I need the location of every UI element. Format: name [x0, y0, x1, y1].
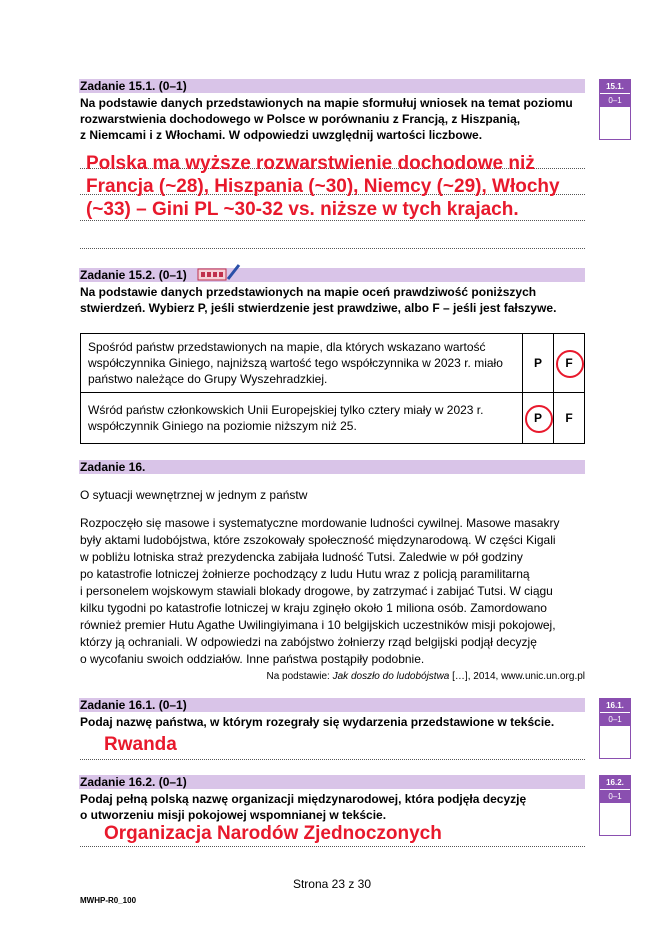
table-row: [81, 334, 585, 393]
task-16-1-answer[interactable]: Rwanda: [104, 734, 177, 755]
task-16-1-header: Zadanie 16.1. (0–1): [80, 698, 187, 712]
score-box-label: 15.1.: [600, 80, 630, 93]
selected-circle: [525, 405, 553, 433]
task-15-2-question: Na podstawie danych przedstawionych na mapie oceń prawdziwość poniższych stwierdzeń. Wybierz P, jeśli stwierdzenie jest prawdziwe, albo F – jeśli jest fałszywe.: [80, 285, 557, 315]
score-box-points: 0–1: [600, 93, 630, 107]
source-text: Rozpoczęło się masowe i systematyczne mordowanie ludności cywilnej. Masowe masakry były aktami ludobójstwa, które zszokowały społeczność międzynarodową. W części Kigali w pobliżu lotniska straż prezydencka zabijała ludność Tutsi. Zaledwie w pół godziny po katastrofie lotniczej żołnierze pochodzący z ludu Hutu wraz z policją paramilitarną i personelem wojskowym stawiali blokady drogowe, by zatrzymać i zabijać Tutsi. W ciągu kilku tygodni po katastrofie lotniczej w kraju zginęło około 1 miliona osób. Zamordowano również premier Hutu Agathe Uwilingiyimana i 10 belgijskich uczestników misji pokojowej, którzy ją ochraniali. W odpowiedzi na zabójstwo żołnierzy rząd belgijski podjął decyzję o wycofaniu swoich oddziałów. Inne państwa postąpiły podobnie.: [80, 516, 560, 666]
computer-icon: [197, 263, 241, 283]
score-box-16-1: [599, 698, 631, 759]
exam-code: MWHP-R0_100: [80, 896, 137, 905]
option-f-row-2[interactable]: F: [554, 393, 585, 444]
score-box-field[interactable]: [600, 726, 630, 758]
task-16-2-header: Zadanie 16.2. (0–1): [80, 775, 187, 789]
task-15-1-answer[interactable]: Polska ma wyższe rozwarstwienie dochodowe niż Francja (~28), Hiszpania (~30), Niemcy (~29), Włochy (~33) – Gini PL ~30-32 vs. niższe w tych krajach.: [86, 153, 560, 220]
statement-1: Spośród państw przedstawionych na mapie, dla których wskazano wartość współczynnika Giniego, najniższą wartość tego współczynnika w 2023 r. miało państwo należące do Grupy Wyszehradzkiej.: [81, 334, 523, 393]
task-15-1-header: Zadanie 15.1. (0–1): [80, 79, 187, 93]
task-16-intro: O sytuacji wewnętrznej w jednym z państw: [80, 488, 308, 502]
score-box-points: 0–1: [600, 712, 630, 726]
selected-circle: [556, 350, 584, 378]
source-citation: Na podstawie: Jak doszło do ludobójstwa […], 2014, www.unic.un.org.pl: [266, 671, 585, 682]
page-number: Strona 23 z 30: [292, 877, 372, 891]
table-row: [81, 393, 585, 444]
score-box-field[interactable]: [600, 803, 630, 835]
score-box-label: 16.2.: [600, 776, 630, 789]
task-16-2-answer[interactable]: Organizacja Narodów Zjednoczonych: [104, 823, 442, 844]
option-p-row-2[interactable]: P: [523, 393, 554, 444]
score-box-15-1: [599, 79, 631, 140]
score-box-label: 16.1.: [600, 699, 630, 712]
task-16-1-question: Podaj nazwę państwa, w którym rozegrały się wydarzenia przedstawione w tekście.: [80, 715, 555, 729]
option-f-row-1[interactable]: F: [554, 334, 585, 393]
task-15-1-question: Na podstawie danych przedstawionych na mapie sformułuj wniosek na temat poziomu rozwarstwienia dochodowego w Polsce w porównaniu z Francją, z Hiszpanią, z Niemcami i z Włochami. W odpowiedzi uwzględnij wartości liczbowe.: [80, 96, 573, 142]
task-15-2-header: Zadanie 15.2. (0–1): [80, 268, 187, 282]
answer-line: [80, 759, 585, 760]
score-box-points: 0–1: [600, 789, 630, 803]
score-box-field[interactable]: [600, 107, 630, 139]
score-box-16-2: [599, 775, 631, 836]
task-16-header-bar: [79, 460, 585, 474]
task-16-header: Zadanie 16.: [80, 460, 146, 474]
answer-line: [80, 248, 585, 249]
answer-line: [80, 846, 585, 847]
option-p-row-1[interactable]: P: [523, 334, 554, 393]
task-16-2-question: Podaj pełną polską nazwę organizacji międzynarodowej, która podjęła decyzję o utworzeniu misji pokojowej wspomnianej w tekście.: [80, 792, 527, 822]
true-false-table: [80, 333, 585, 444]
statement-2: Wśród państw członkowskich Unii Europejskiej tylko cztery miały w 2023 r. współczynnik Giniego na poziomie niższym niż 25.: [81, 393, 523, 444]
